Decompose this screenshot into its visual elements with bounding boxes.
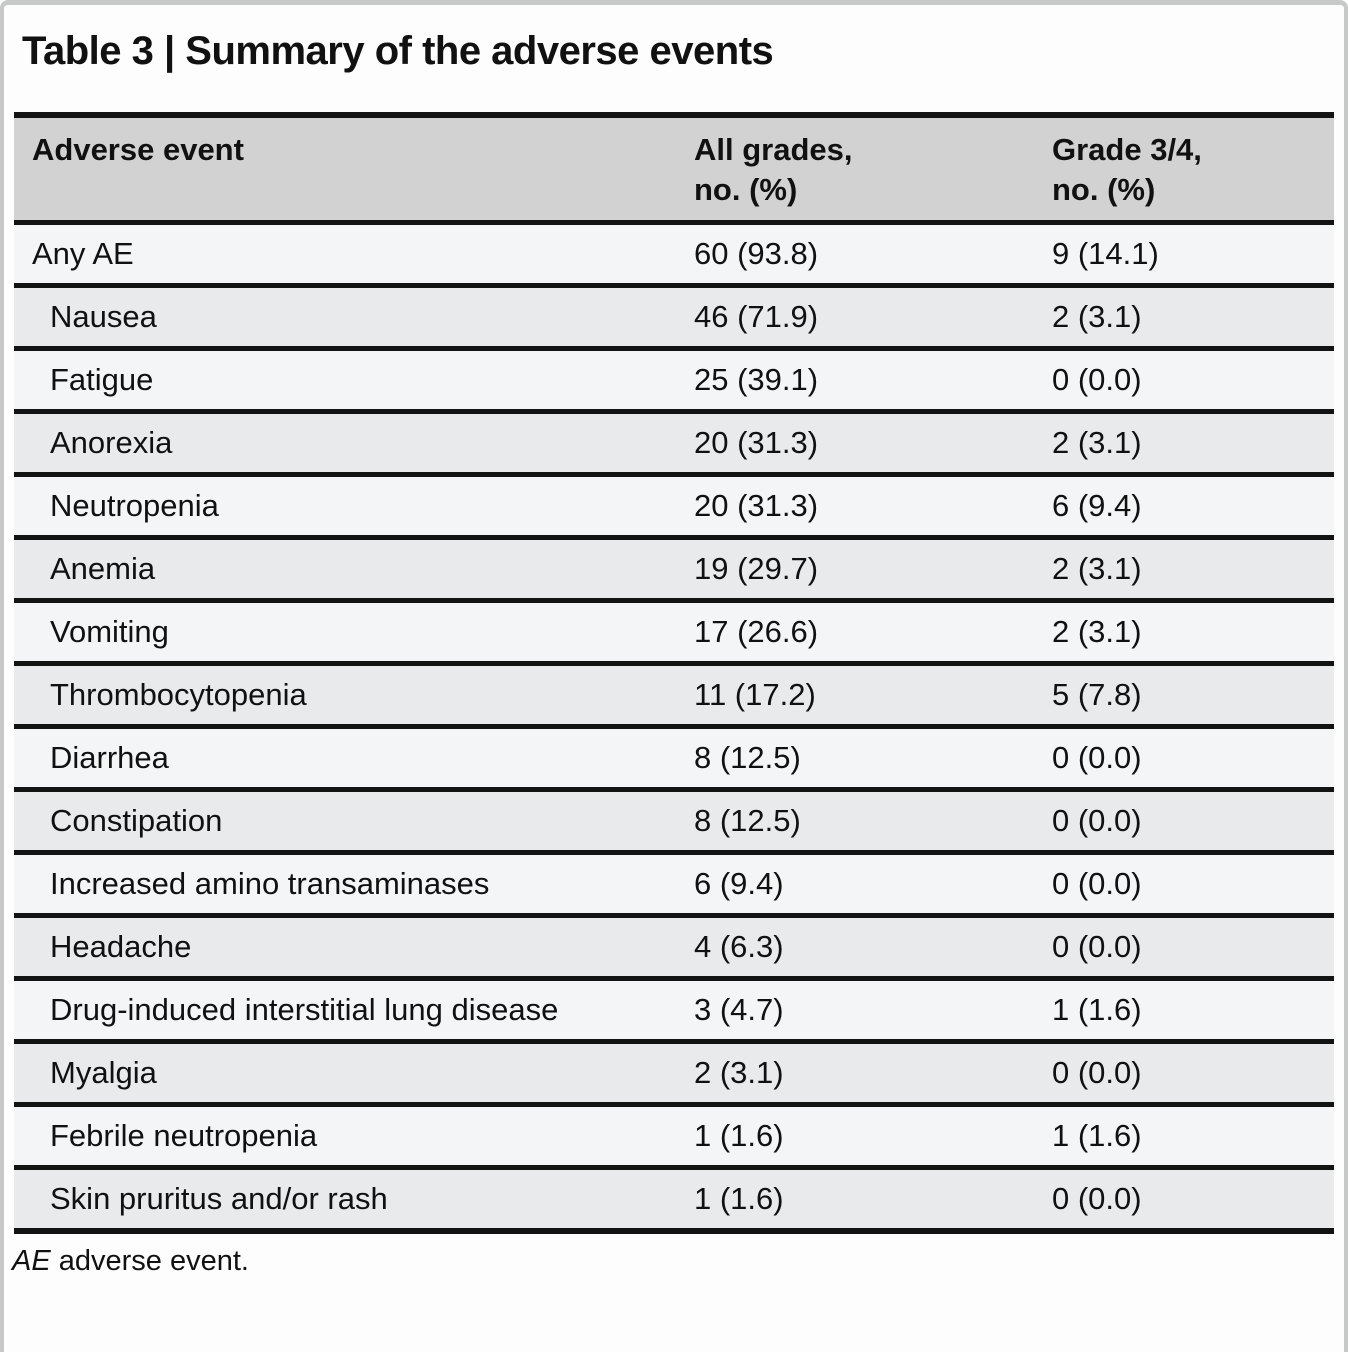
event-name-cell: Skin pruritus and/or rash bbox=[50, 1181, 388, 1216]
all-grades-cell: 46 (71.9) bbox=[694, 299, 819, 334]
all-grades-cell: 2 (3.1) bbox=[694, 1055, 784, 1090]
grade-3-4-cell: 0 (0.0) bbox=[1052, 1181, 1142, 1216]
all-grades-cell: 8 (12.5) bbox=[694, 803, 801, 838]
table-row bbox=[14, 913, 1334, 976]
header-grade-3-4 bbox=[1052, 130, 1334, 210]
all-grades-cell: 3 (4.7) bbox=[694, 992, 784, 1027]
grade-3-4-cell: 1 (1.6) bbox=[1052, 1118, 1142, 1153]
event-name-cell: Nausea bbox=[50, 299, 157, 334]
grade-3-4-cell: 2 (3.1) bbox=[1052, 299, 1142, 334]
grade-3-4-cell: 0 (0.0) bbox=[1052, 929, 1142, 964]
table-title: Table 3 | Summary of the adverse events bbox=[22, 29, 774, 73]
table-row bbox=[14, 472, 1334, 535]
table-row bbox=[14, 1039, 1334, 1102]
table-row bbox=[14, 724, 1334, 787]
grade-3-4-cell: 0 (0.0) bbox=[1052, 740, 1142, 775]
grade-3-4-cell: 0 (0.0) bbox=[1052, 803, 1142, 838]
footnote-text: adverse event. bbox=[50, 1245, 249, 1277]
header-grade-3-4-line2: no. (%) bbox=[1052, 172, 1156, 207]
table-row bbox=[14, 1165, 1334, 1228]
grade-3-4-cell: 0 (0.0) bbox=[1052, 866, 1142, 901]
header-grade-3-4-line1: Grade 3/4, bbox=[1052, 132, 1202, 167]
all-grades-cell: 8 (12.5) bbox=[694, 740, 801, 775]
grade-3-4-cell: 6 (9.4) bbox=[1052, 488, 1142, 523]
header-all-grades-line1: All grades, bbox=[694, 132, 853, 167]
event-name-cell: Vomiting bbox=[50, 614, 169, 649]
adverse-events-table bbox=[14, 112, 1334, 1234]
footnote-abbreviation: AE bbox=[12, 1245, 51, 1277]
table-body bbox=[14, 220, 1334, 1228]
grade-3-4-cell: 0 (0.0) bbox=[1052, 362, 1142, 397]
table-row bbox=[14, 787, 1334, 850]
event-name-cell: Drug-induced interstitial lung disease bbox=[50, 992, 559, 1027]
event-name-cell: Fatigue bbox=[50, 362, 154, 397]
table-row bbox=[14, 598, 1334, 661]
table-row bbox=[14, 346, 1334, 409]
grade-3-4-cell: 5 (7.8) bbox=[1052, 677, 1142, 712]
event-name-cell: Increased amino transaminases bbox=[50, 866, 490, 901]
event-name-cell: Any AE bbox=[32, 236, 134, 271]
event-name-cell: Febrile neutropenia bbox=[50, 1118, 318, 1153]
all-grades-cell: 19 (29.7) bbox=[694, 551, 819, 586]
all-grades-cell: 17 (26.6) bbox=[694, 614, 819, 649]
header-adverse-event: Adverse event bbox=[32, 132, 244, 167]
all-grades-cell: 60 (93.8) bbox=[694, 236, 819, 271]
table-row bbox=[14, 409, 1334, 472]
all-grades-cell: 20 (31.3) bbox=[694, 425, 819, 460]
event-name-cell: Anemia bbox=[50, 551, 156, 586]
all-grades-cell: 1 (1.6) bbox=[694, 1118, 784, 1153]
all-grades-cell: 20 (31.3) bbox=[694, 488, 819, 523]
event-name-cell: Myalgia bbox=[50, 1055, 157, 1090]
event-name-cell: Headache bbox=[50, 929, 192, 964]
grade-3-4-cell: 2 (3.1) bbox=[1052, 425, 1142, 460]
grade-3-4-cell: 1 (1.6) bbox=[1052, 992, 1142, 1027]
grade-3-4-cell: 2 (3.1) bbox=[1052, 551, 1142, 586]
header-all-grades bbox=[694, 130, 1052, 210]
all-grades-cell: 1 (1.6) bbox=[694, 1181, 784, 1216]
grade-3-4-cell: 9 (14.1) bbox=[1052, 236, 1159, 271]
table-row bbox=[14, 283, 1334, 346]
table-row bbox=[14, 850, 1334, 913]
all-grades-cell: 6 (9.4) bbox=[694, 866, 784, 901]
table-header-row bbox=[14, 118, 1334, 220]
event-name-cell: Thrombocytopenia bbox=[50, 677, 307, 712]
table-row bbox=[14, 1102, 1334, 1165]
grade-3-4-cell: 0 (0.0) bbox=[1052, 1055, 1142, 1090]
event-name-cell: Constipation bbox=[50, 803, 223, 838]
event-name-cell: Neutropenia bbox=[50, 488, 219, 523]
all-grades-cell: 4 (6.3) bbox=[694, 929, 784, 964]
table-footnote bbox=[12, 1243, 1344, 1279]
all-grades-cell: 25 (39.1) bbox=[694, 362, 819, 397]
header-all-grades-line2: no. (%) bbox=[694, 172, 798, 207]
table-row bbox=[14, 661, 1334, 724]
grade-3-4-cell: 2 (3.1) bbox=[1052, 614, 1142, 649]
table-row bbox=[14, 976, 1334, 1039]
event-name-cell: Diarrhea bbox=[50, 740, 169, 775]
all-grades-cell: 11 (17.2) bbox=[694, 677, 816, 712]
table-row bbox=[14, 535, 1334, 598]
event-name-cell: Anorexia bbox=[50, 425, 173, 460]
table-row bbox=[14, 220, 1334, 283]
